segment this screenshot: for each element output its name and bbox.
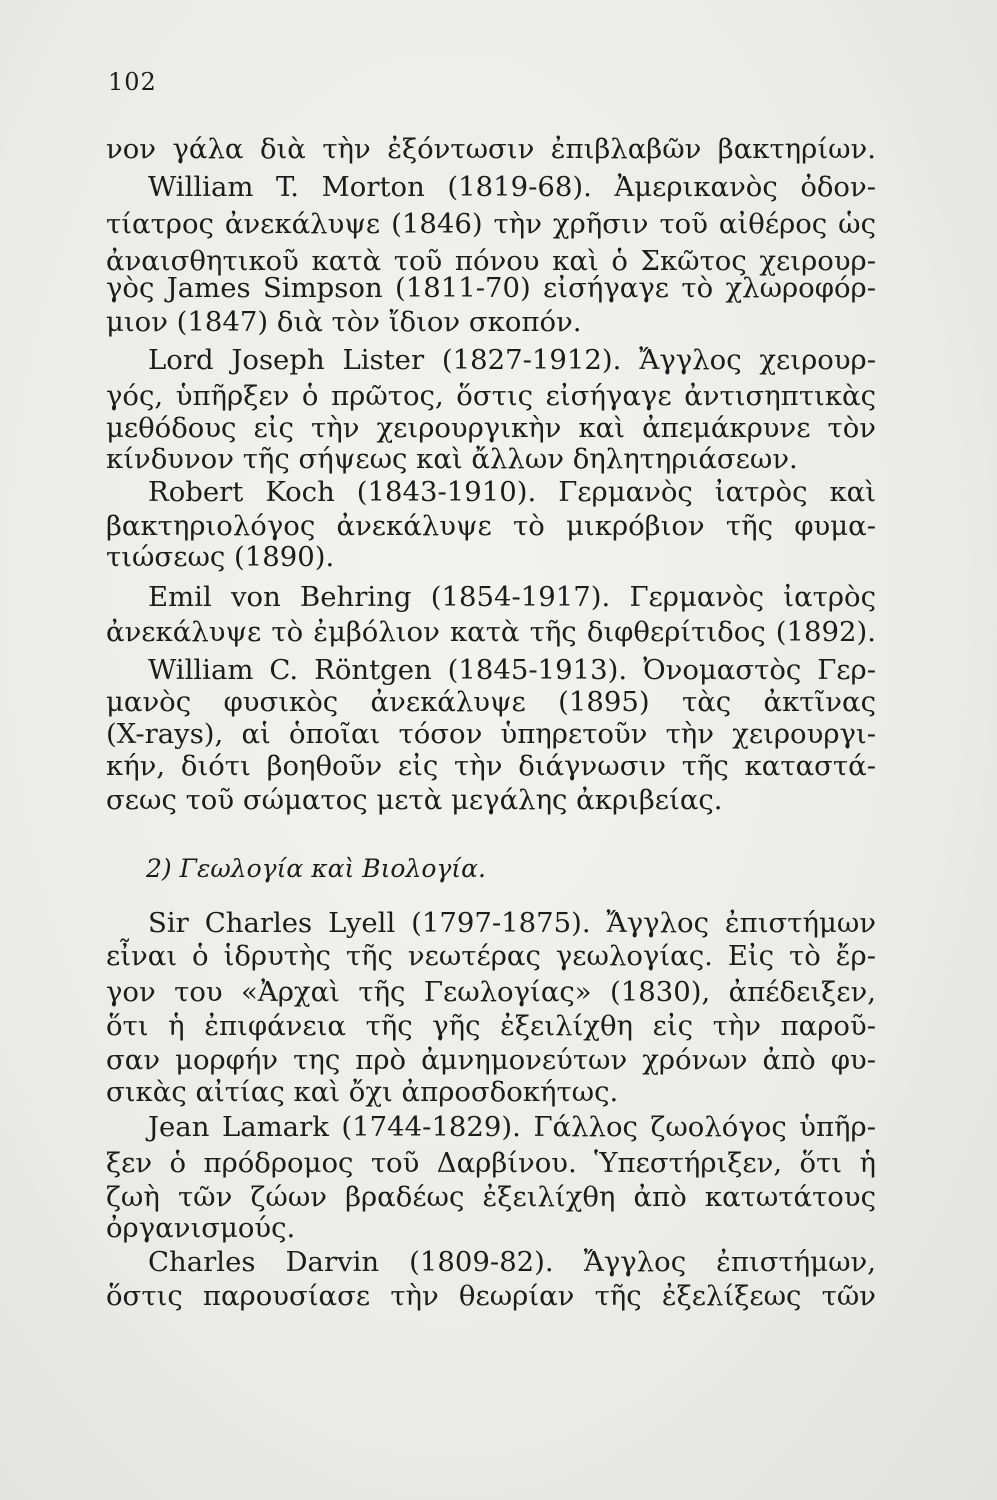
text-line: ξεν ὁ πρόδρομος τοῦ Δαρβίνου. Ὑπεστήριξεν, ὅτι ἡ [106,1147,876,1179]
entry-line: Charles Darvin (1809-82). Ἄγγλος ἐπιστήμων, [148,1246,876,1278]
text-line: τίατρος ἀνεκάλυψε (1846) τὴν χρῆσιν τοῦ αἰθέρος ὡς [106,208,876,240]
text-line: κίνδυνον τῆς σήψεως καὶ ἄλλων δηλητηριάσεων. [106,443,798,475]
text-line: ζωὴ τῶν ζώων βραδέως ἐξειλίχθη ἀπὸ κατωτάτους [106,1181,876,1213]
text-line: γὸς James Simpson (1811-70) εἰσήγαγε τὸ χλωροφόρ- [106,272,876,304]
text-line: ἀνεκάλυψε τὸ ἐμβόλιον κατὰ τῆς διφθερίτιδος (1892). [106,616,876,648]
text-line: ὀργανισμούς. [106,1212,296,1244]
text-line: σεως τοῦ σώματος μετὰ μεγάλης ἀκριβείας. [106,784,723,816]
text-line: γός, ὑπῆρξεν ὁ πρῶτος, ὅστις εἰσήγαγε ἀντισηπτικὰς [106,380,876,412]
entry-line: Emil von Behring (1854-1917). Γερμανὸς ἰατρὸς [148,581,876,613]
text-line: εἶναι ὁ ἱδρυτὴς τῆς νεωτέρας γεωλογίας. Εἰς τὸ ἔρ- [106,940,876,972]
text-line: γον του «Ἀρχαὶ τῆς Γεωλογίας» (1830), ἀπέδειξεν, [106,976,876,1008]
text-line: ὅτι ἡ ἐπιφάνεια τῆς γῆς ἐξειλίχθη εἰς τὴν παροῦ- [106,1010,876,1042]
entry-line: Lord Joseph Lister (1827-1912). Ἄγγλος χειρουρ- [148,344,876,376]
text-line: σικὰς αἰτίας καὶ ὄχι ἀπροσδοκήτως. [106,1076,619,1108]
text-line: ἀναισθητικοῦ κατὰ τοῦ πόνου καὶ ὁ Σκῶτος χειρουρ- [106,245,876,277]
page-number: 102 [108,68,157,96]
text-line: τιώσεως (1890). [106,541,335,573]
text-line: (X-rays), αἱ ὁποῖαι τόσον ὑπηρετοῦν τὴν χειρουργι- [106,718,876,750]
text-line: ὅστις παρουσίασε τὴν θεωρίαν τῆς ἐξελίξεως τῶν [106,1280,876,1312]
section-heading: 2) Γεωλογία καὶ Βιολογία. [146,854,486,883]
entry-line: William C. Röntgen (1845-1913). Ὀνομαστὸς Γερ- [148,654,876,686]
entry-line: Sir Charles Lyell (1797-1875). Ἄγγλος ἐπιστήμων [148,907,876,939]
text-line: μιον (1847) διὰ τὸν ἴδιον σκοπόν. [106,306,582,338]
text-line: μεθόδους εἰς τὴν χειρουργικὴν καὶ ἀπεμάκρυνε τὸν [106,412,876,444]
text-line: κήν, διότι βοηθοῦν εἰς τὴν διάγνωσιν τῆς καταστά- [106,750,876,782]
text-line: νον γάλα διὰ τὴν ἐξόντωσιν ἐπιβλαβῶν βακτηρίων. [106,133,876,165]
text-line: μανὸς φυσικὸς ἀνεκάλυψε (1895) τὰς ἀκτῖνας [106,686,876,718]
entry-line: Jean Lamark (1744-1829). Γάλλος ζωολόγος ὑπῆρ- [148,1111,876,1143]
text-line: σαν μορφήν της πρὸ ἀμνημονεύτων χρόνων ἀπὸ φυ- [106,1044,876,1076]
text-line: βακτηριολόγος ἀνεκάλυψε τὸ μικρόβιον τῆς φυμα- [106,510,876,542]
entry-line: William T. Morton (1819-68). Ἀμερικανὸς ὀδον- [148,171,876,203]
entry-line: Robert Koch (1843-1910). Γερμανὸς ἰατρὸς καὶ [148,476,876,508]
